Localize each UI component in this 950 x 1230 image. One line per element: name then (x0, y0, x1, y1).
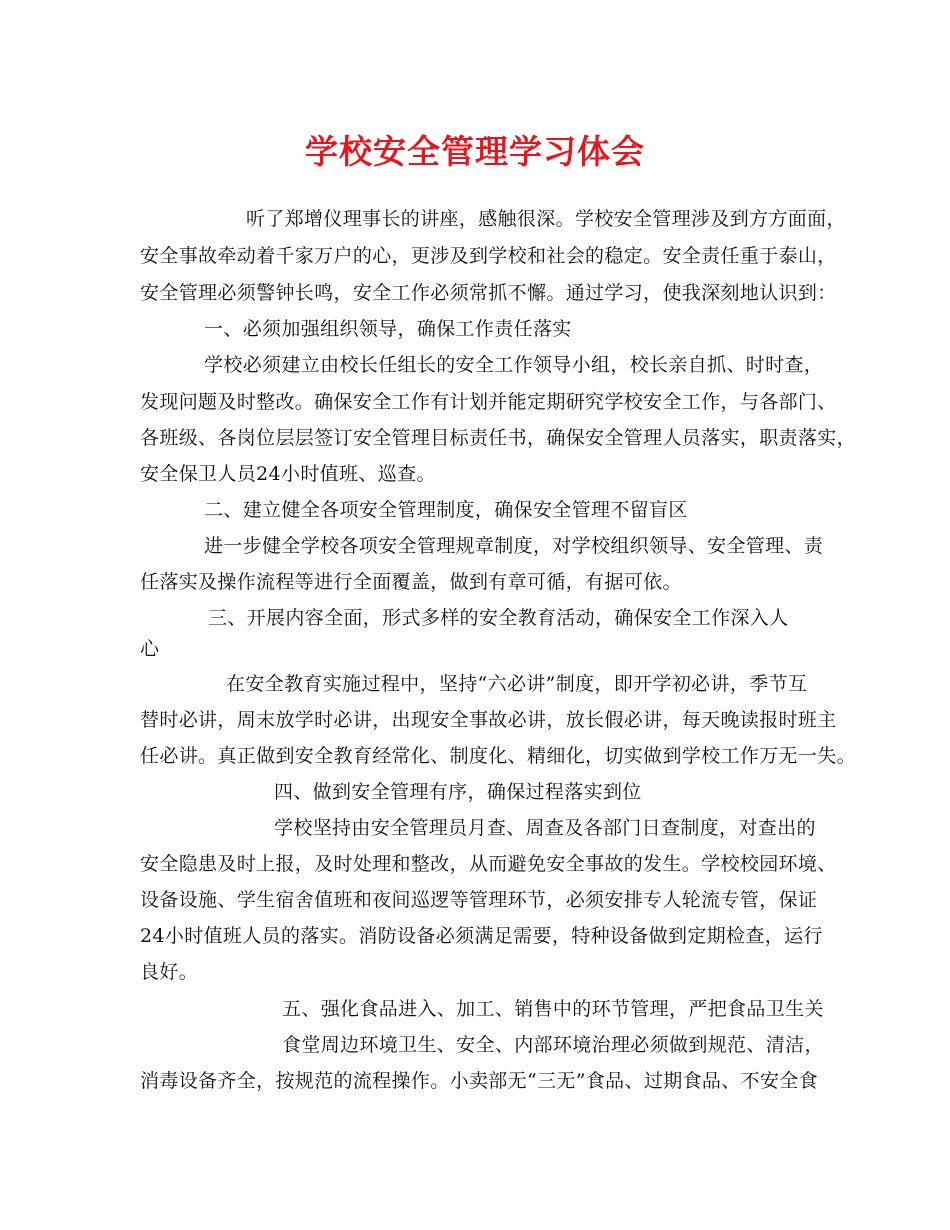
paragraph-line: 食堂周边环境卫生、安全、内部环境治理必须做到规范、清洁， (282, 1034, 824, 1056)
paragraph-line: 发现问题及时整改。确保安全工作有计划并能定期研究学校安全工作，与各部门、 (140, 391, 837, 413)
paragraph-line: 进一步健全学校各项安全管理规章制度，对学校组织领导、安全管理、责 (204, 535, 824, 557)
section-heading: 五、强化食品进入、加工、销售中的环节管理，严把食品卫生关 (282, 998, 824, 1020)
paragraph-line: 替时必讲，周末放学时必讲，出现安全事故必讲，放长假必讲，每天晚读报时班主 (140, 709, 837, 731)
paragraph-line: 在安全教育实施过程中，坚持“六必讲”制度，即开学初必讲，季节互 (226, 673, 808, 695)
document-title: 学校安全管理学习体会 (305, 132, 645, 171)
paragraph-line: 安全隐患及时上报，及时处理和整改，从而避免安全事故的发生。学校校园环境、 (140, 853, 837, 875)
paragraph-line: 安全管理必须警钟长鸣，安全工作必须常抓不懈。通过学习，使我深刻地认识到： (140, 282, 837, 304)
section-heading: 三、开展内容全面，形式多样的安全教育活动，确保安全工作深入人 (208, 607, 789, 629)
section-heading: 一、必须加强组织领导，确保工作责任落实 (204, 318, 572, 340)
paragraph-line: 良好。 (140, 961, 199, 983)
paragraph-line: 设备设施、学生宿舍值班和夜间巡逻等管理环节，必须安排专人轮流专管，保证 (140, 889, 818, 911)
paragraph-line: 安全保卫人员24小时值班、巡查。 (140, 463, 436, 485)
section-heading: 四、做到安全管理有序，确保过程落实到位 (274, 781, 642, 803)
paragraph-line: 各班级、各岗位层层签订安全管理目标责任书，确保安全管理人员落实，职责落实， (140, 427, 856, 449)
paragraph-line: 任必讲。真正做到安全教育经常化、制度化、精细化，切实做到学校工作万无一失。 (140, 745, 856, 767)
section-heading: 二、建立健全各项安全管理制度，确保安全管理不留盲区 (204, 499, 688, 521)
paragraph-line: 学校必须建立由校长任组长的安全工作领导小组，校长亲自抓、时时查， (204, 354, 824, 376)
paragraph-line: 24小时值班人员的落实。消防设备必须满足需要，特种设备做到定期检查，运行 (140, 925, 823, 947)
paragraph-line: 消毒设备齐全，按规范的流程操作。小卖部无“三无”食品、过期食品、不安全食 (140, 1070, 819, 1092)
paragraph-line: 安全事故牵动着千家万户的心，更涉及到学校和社会的稳定。安全责任重于泰山， (140, 245, 837, 267)
paragraph-line: 任落实及操作流程等进行全面覆盖，做到有章可循，有据可依。 (140, 571, 682, 593)
paragraph-line: 学校坚持由安全管理员月查、周查及各部门日查制度，对查出的 (274, 817, 816, 839)
paragraph-line: 听了郑增仪理事长的讲座，感触很深。学校安全管理涉及到方方面面， (246, 208, 846, 230)
section-heading-continued: 心 (140, 638, 160, 660)
